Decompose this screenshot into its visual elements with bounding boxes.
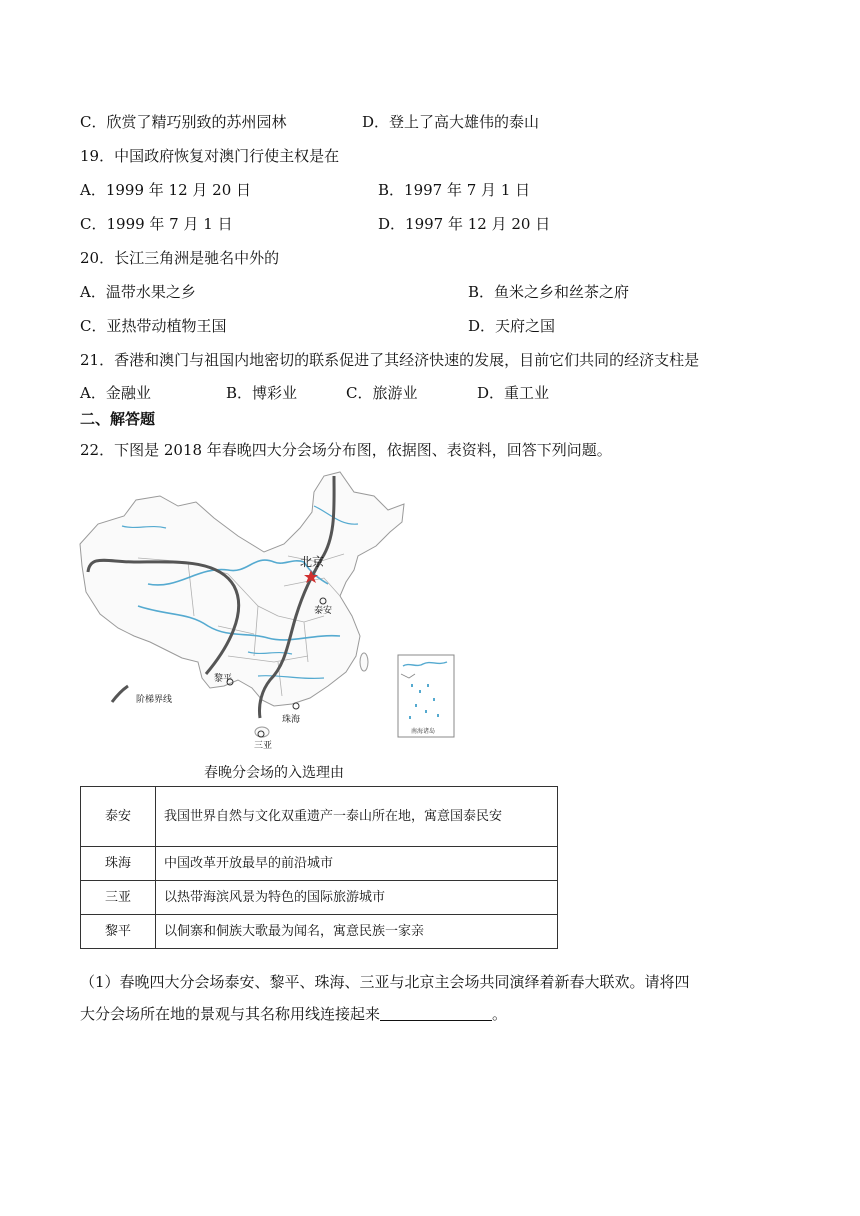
south-china-sea-inset bbox=[397, 654, 455, 738]
table-cell-city: 三亚 bbox=[81, 881, 156, 915]
label-beijing: 北京 bbox=[300, 555, 325, 569]
section-title: 二、解答题 bbox=[80, 410, 156, 428]
label-zhuhai: 珠海 bbox=[282, 715, 301, 725]
q20-option-d: D．天府之国 bbox=[468, 317, 556, 335]
q21-option-c: C．旅游业 bbox=[346, 384, 418, 402]
table-cell-city: 珠海 bbox=[81, 847, 156, 881]
q20-option-c: C．亚热带动植物王国 bbox=[80, 317, 227, 335]
q21-stem: 21．香港和澳门与祖国内地密切的联系促进了其经济快速的发展，目前它们共同的经济支柱是 bbox=[80, 351, 700, 369]
label-liping: 黎平 bbox=[214, 674, 233, 684]
q21-option-d: D．重工业 bbox=[477, 384, 550, 402]
q21-option-b: B．博彩业 bbox=[226, 384, 298, 402]
legend-step-line-icon bbox=[112, 686, 128, 702]
q22-sub1-text: 大分会场所在地的景观与其名称用线连接起来 bbox=[80, 1005, 381, 1023]
table-row bbox=[81, 787, 558, 847]
q19-option-c: C．1999 年 7 月 1 日 bbox=[80, 215, 233, 233]
q19-option-b: B．1997 年 7 月 1 日 bbox=[378, 181, 531, 199]
q19-option-a: A．1999 年 12 月 20 日 bbox=[80, 181, 252, 199]
label-taian: 泰安 bbox=[314, 606, 333, 616]
q20-option-b: B．鱼米之乡和丝茶之府 bbox=[468, 283, 630, 301]
reasons-table bbox=[80, 786, 558, 949]
table-caption: 春晚分会场的入选理由 bbox=[204, 765, 344, 781]
q22-sub1-line1: （1）春晚四大分会场泰安、黎平、珠海、三亚与北京主会场共同演绎着新春大联欢。请将四 bbox=[80, 973, 690, 991]
q19-stem: 19．中国政府恢复对澳门行使主权是在 bbox=[80, 147, 340, 165]
table-row bbox=[81, 881, 558, 915]
table-cell-reason: 中国改革开放最早的前沿城市 bbox=[156, 847, 558, 881]
q18-option-d: D．登上了高大雄伟的泰山 bbox=[362, 113, 540, 131]
table-cell-reason: 我国世界自然与文化双重遗产一泰山所在地，寓意国泰民安 bbox=[156, 787, 558, 847]
q20-option-a: A．温带水果之乡 bbox=[80, 283, 196, 301]
q18-option-c: C．欣赏了精巧别致的苏州园林 bbox=[80, 113, 287, 131]
table-row bbox=[81, 847, 558, 881]
q21-option-a: A．金融业 bbox=[80, 384, 151, 402]
q19-option-d: D．1997 年 12 月 20 日 bbox=[378, 215, 551, 233]
q22-stem: 22．下图是 2018 年春晚四大分会场分布图，依据图、表资料，回答下列问题。 bbox=[80, 441, 612, 459]
answer-blank[interactable] bbox=[380, 1005, 492, 1021]
legend-step-line-label: 阶梯界线 bbox=[136, 695, 173, 705]
label-sanya: 三亚 bbox=[254, 741, 273, 750]
zhuhai-marker bbox=[293, 703, 299, 709]
inset-label: 南海诸岛 bbox=[411, 728, 436, 735]
table-row bbox=[81, 915, 558, 949]
q22-sub1-line2 bbox=[80, 1004, 507, 1024]
table-cell-city: 泰安 bbox=[81, 787, 156, 847]
q22-sub1-end: 。 bbox=[492, 1005, 508, 1023]
table-cell-reason: 以热带海滨风景为特色的国际旅游城市 bbox=[156, 881, 558, 915]
q20-stem: 20．长江三角洲是驰名中外的 bbox=[80, 249, 280, 267]
table-cell-city: 黎平 bbox=[81, 915, 156, 949]
table-cell-reason: 以侗寨和侗族大歌最为闻名，寓意民族一家亲 bbox=[156, 915, 558, 949]
